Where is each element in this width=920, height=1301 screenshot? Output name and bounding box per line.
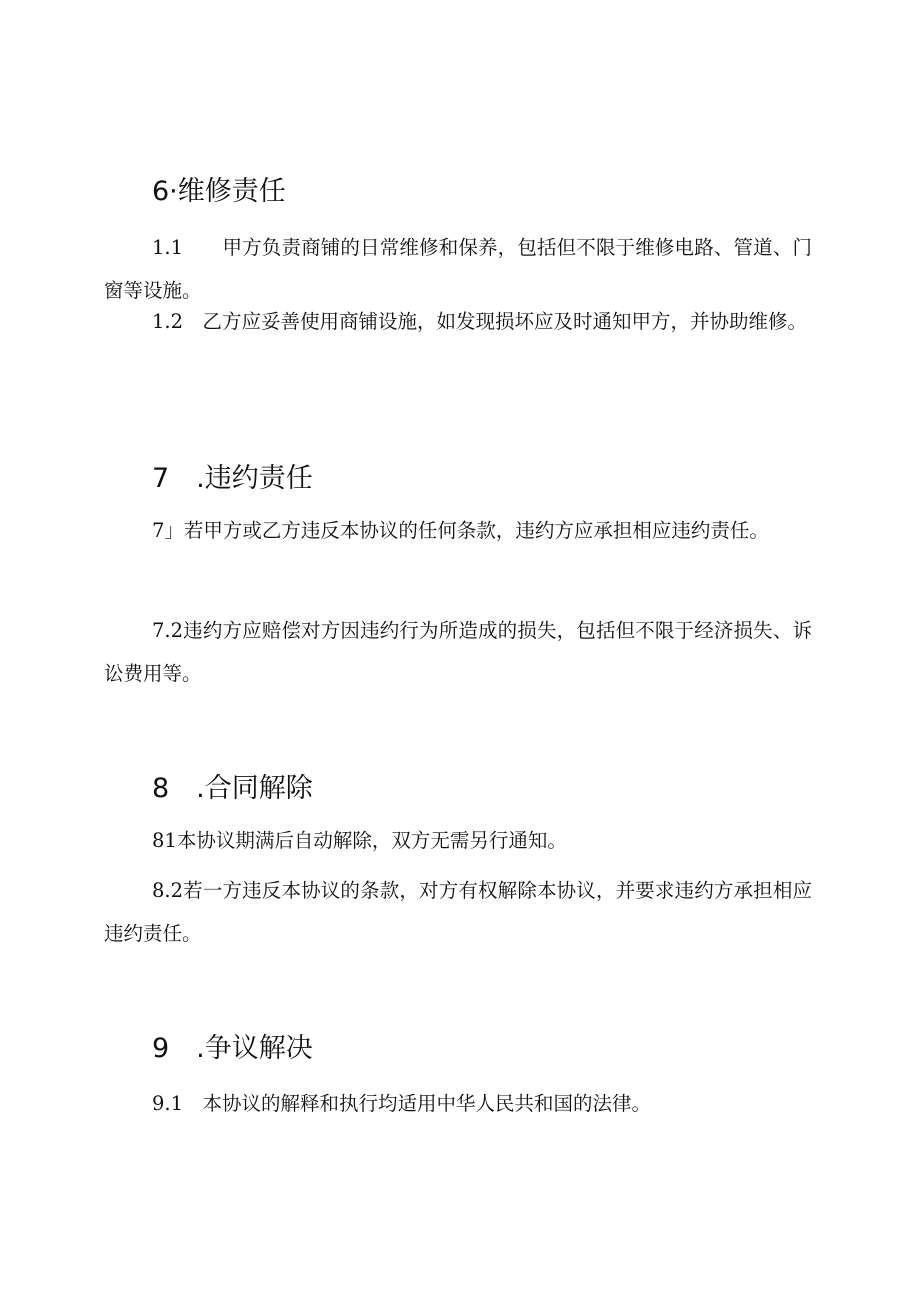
clause-9-1: 9.1 本协议的解释和执行均适用中华人民共和国的法律。	[152, 1092, 652, 1115]
section-heading-maintenance: 6·维修责任	[152, 176, 286, 207]
clause-8-2: 8.2若一方违反本协议的条款，对方有权解除本协议，并要求违约方承担相应违约责任。	[104, 879, 812, 945]
clause-8-1: 81本协议期满后自动解除，双方无需另行通知。	[152, 829, 567, 852]
section-heading-dispute: 9 .争议解决	[152, 1033, 313, 1064]
clause-6-1: 1.1 甲方负责商铺的日常维修和保养，包括但不限于维修电路、管道、门窗等设施。	[104, 236, 812, 302]
clause-7-2: 7.2违约方应赔偿对方因违约行为所造成的损失，包括但不限于经济损失、诉讼费用等。	[104, 619, 812, 685]
section-heading-termination: 8 .合同解除	[152, 773, 313, 804]
clause-7-1: 7」若甲方或乙方违反本协议的任何条款，违约方应承担相应违约责任。	[152, 519, 769, 542]
section-heading-breach: 7 .违约责任	[152, 463, 313, 494]
clause-6-2: 1.2 乙方应妥善使用商铺设施，如发现损坏应及时通知甲方，并协助维修。	[152, 310, 808, 333]
